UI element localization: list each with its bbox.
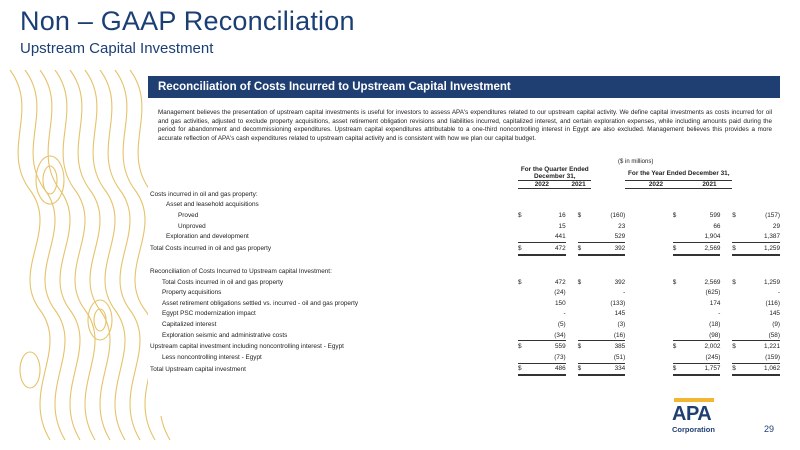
row-value: 1,259 [764, 278, 780, 286]
currency-symbol: $ [732, 363, 746, 375]
currency-symbol [578, 287, 592, 298]
row-value: 1,757 [687, 363, 721, 375]
row-value [532, 200, 566, 211]
logo-name: APA [672, 403, 712, 425]
row-value: 385 [614, 343, 626, 351]
row-value: 29 [772, 222, 780, 230]
row-value: 2,569 [704, 278, 721, 286]
row-label: Total Costs incurred in oil and gas property [162, 278, 284, 286]
row-value: 486 [532, 363, 566, 375]
currency-symbol [518, 255, 532, 267]
currency-symbol: $ [732, 278, 736, 286]
currency-symbol: $ [518, 278, 522, 286]
table-row [150, 231, 780, 242]
row-value: (3) [617, 320, 626, 328]
row-value: 559 [554, 343, 566, 351]
currency-symbol [732, 221, 746, 232]
row-value: - [718, 310, 721, 318]
currency-symbol [518, 266, 532, 277]
row-value: 1,259 [746, 242, 780, 254]
row-label: Total Costs incurred in oil and gas property [150, 245, 272, 253]
currency-symbol [732, 231, 746, 242]
row-value [687, 200, 721, 211]
currency-symbol: $ [732, 242, 746, 254]
currency-symbol [732, 298, 746, 309]
panel-header: Reconciliation of Costs Incurred to Upstream Capital Investment [148, 76, 780, 98]
currency-symbol: $ [578, 363, 592, 375]
apa-logo [672, 404, 715, 434]
row-value: (58) [746, 330, 780, 341]
row-value: 441 [532, 231, 566, 242]
row-label: Total Upstream capital investment [150, 365, 246, 373]
row-value: (24) [554, 289, 566, 297]
currency-symbol [518, 352, 532, 363]
year-header: 2021 [687, 181, 733, 189]
row-value: (245) [687, 352, 721, 363]
currency-symbol: $ [673, 363, 687, 375]
currency-symbol [732, 319, 746, 330]
currency-symbol: $ [518, 242, 532, 254]
row-value: 2,569 [687, 242, 721, 254]
row-value: 150 [554, 299, 566, 307]
row-value [532, 266, 566, 277]
row-value: 472 [554, 278, 566, 286]
currency-symbol [578, 352, 592, 363]
table-row [150, 341, 780, 352]
currency-symbol [578, 200, 592, 211]
currency-symbol [518, 287, 532, 298]
table-row [150, 221, 780, 232]
currency-symbol [578, 255, 592, 267]
row-value: 2,002 [704, 343, 721, 351]
row-value: 1,062 [746, 363, 780, 375]
currency-symbol: $ [577, 278, 582, 286]
logo-subtitle: Corporation [672, 425, 715, 434]
currency-symbol [732, 266, 746, 277]
row-value: (625) [705, 289, 721, 297]
currency-symbol [673, 352, 687, 363]
row-label: Unproved [178, 222, 206, 230]
row-value: (98) [687, 330, 721, 341]
row-label: Asset retirement obligations settled vs. incurred - oil and gas property [162, 299, 359, 307]
currency-symbol [518, 319, 532, 330]
currency-symbol [732, 287, 746, 298]
table-row [150, 298, 780, 309]
row-value [591, 266, 625, 277]
row-value: 23 [618, 222, 626, 230]
row-value: 1,221 [764, 343, 780, 351]
row-value: 15 [558, 222, 566, 230]
row-value: 392 [591, 242, 625, 254]
currency-symbol: $ [577, 211, 582, 219]
row-label: Upstream capital investment including noncontrolling interest - Egypt [150, 342, 344, 350]
year-header: 2021 [566, 181, 592, 189]
row-value [591, 189, 625, 200]
logo-accent-bar [674, 398, 714, 402]
year-header: 2022 [625, 181, 686, 189]
currency-symbol [578, 266, 592, 277]
row-label: Capitalized interest [162, 320, 217, 328]
table-row [150, 287, 780, 298]
slide-subtitle: Upstream Capital Investment [20, 40, 214, 57]
year-header: 2022 [518, 181, 566, 189]
currency-symbol [732, 309, 746, 320]
row-value: (160) [610, 211, 626, 219]
row-value: (16) [591, 330, 625, 341]
row-label: Asset and leasehold acquisitions [166, 201, 259, 209]
intro-paragraph: Management believes the presentation of upstream capital investments is useful for investors to assess APA's expenditures related to our upstream capital activity. We define capital investments as costs incurred for oil and gas activities, adjusted to exclude property acquisitions, asset retirement obligation revisions and liabilities incurred, capitalized interest, and certain exploration expenses, while including amounts paid during the period for abandonment and decommissioning expenditures. Upstream capital expenditures attributable to a one-third noncontrolling interest in Egypt are also excluded. Management believes this provides a more accurate reflection of APA's cash expenditures related to upstream capital activity and is consistent with how we plan our capital budget. [158, 109, 772, 142]
currency-symbol [673, 298, 687, 309]
reconciliation-table [150, 166, 780, 376]
row-value: (18) [709, 320, 721, 328]
currency-symbol [732, 189, 746, 200]
currency-symbol [673, 255, 687, 267]
slide-title: Non – GAAP Reconciliation [20, 6, 355, 36]
row-value: (159) [746, 352, 780, 363]
table-row [150, 363, 780, 375]
row-label: Proved [178, 211, 199, 219]
row-value: 145 [769, 310, 780, 318]
currency-symbol [578, 231, 592, 242]
row-value: 16 [558, 211, 566, 219]
row-value: 472 [532, 242, 566, 254]
row-value [687, 255, 721, 267]
row-value: (5) [557, 320, 566, 328]
row-value: (133) [610, 299, 626, 307]
currency-symbol [578, 298, 592, 309]
currency-symbol [578, 319, 592, 330]
row-value: 599 [709, 211, 721, 219]
row-value: 174 [709, 299, 721, 307]
row-value [532, 189, 566, 200]
row-value: (116) [765, 299, 780, 307]
table-row [150, 352, 780, 363]
row-value [687, 266, 721, 277]
currency-symbol: $ [732, 211, 736, 219]
currency-symbol [518, 231, 532, 242]
currency-symbol [732, 352, 746, 363]
row-value: (9) [772, 320, 780, 328]
row-value: 1,387 [746, 231, 780, 242]
currency-symbol [518, 200, 532, 211]
currency-symbol: $ [518, 343, 522, 351]
table-row [150, 255, 780, 267]
page-number: 29 [764, 424, 775, 434]
currency-symbol [578, 309, 592, 320]
currency-symbol: $ [518, 363, 532, 375]
table-row [150, 309, 780, 320]
row-label: Less noncontrolling interest - Egypt [162, 353, 262, 361]
row-label: Property acquisitions [162, 289, 222, 297]
row-value [746, 266, 780, 277]
row-value [746, 255, 780, 267]
currency-symbol: $ [672, 211, 677, 219]
currency-symbol [578, 221, 592, 232]
col-group-year: For the Year Ended December 31, [625, 166, 732, 181]
table-row [150, 189, 780, 200]
currency-symbol [732, 200, 746, 211]
row-value [591, 200, 625, 211]
row-value: (34) [532, 330, 566, 341]
currency-symbol: $ [577, 343, 582, 351]
table-row [150, 277, 780, 288]
row-value: - [563, 310, 566, 318]
currency-symbol [673, 287, 687, 298]
currency-symbol: $ [518, 211, 522, 219]
row-value: - [777, 289, 780, 297]
row-value [746, 200, 780, 211]
currency-symbol [673, 189, 687, 200]
table-row [150, 242, 780, 254]
table-row [150, 330, 780, 341]
currency-symbol [518, 309, 532, 320]
currency-symbol [673, 330, 687, 341]
currency-symbol [578, 189, 592, 200]
row-value: - [623, 289, 626, 297]
currency-symbol [518, 221, 532, 232]
currency-symbol [518, 330, 532, 341]
currency-symbol: $ [732, 343, 736, 351]
currency-symbol: $ [672, 278, 677, 286]
currency-symbol [518, 298, 532, 309]
table-row [150, 319, 780, 330]
row-value [591, 255, 625, 267]
row-value: (157) [765, 211, 780, 219]
row-value: (73) [532, 352, 566, 363]
row-label: Exploration seismic and administrative costs [162, 331, 288, 339]
row-value: 334 [591, 363, 625, 375]
currency-symbol: $ [578, 242, 592, 254]
table-row [150, 210, 780, 221]
row-value [532, 255, 566, 267]
units-label: ($ in millions) [618, 159, 654, 165]
row-label [150, 255, 518, 267]
currency-symbol [673, 319, 687, 330]
currency-symbol [673, 200, 687, 211]
row-label: Exploration and development [166, 233, 249, 241]
row-value: 529 [591, 231, 625, 242]
col-group-quarter: For the Quarter Ended December 31, [518, 166, 591, 181]
row-label: Costs incurred in oil and gas property: [150, 190, 258, 198]
currency-symbol [673, 221, 687, 232]
row-value: (51) [591, 352, 625, 363]
reconciliation-panel [148, 76, 780, 416]
row-value: 145 [614, 310, 626, 318]
currency-symbol [673, 309, 687, 320]
row-value [687, 189, 721, 200]
currency-symbol [518, 189, 532, 200]
row-label: Reconciliation of Costs Incurred to Upstream capital Investment: [150, 267, 332, 275]
table-row [150, 266, 780, 277]
table-row [150, 200, 780, 211]
currency-symbol [673, 231, 687, 242]
currency-symbol [732, 330, 746, 341]
currency-symbol: $ [673, 242, 687, 254]
currency-symbol: $ [672, 343, 677, 351]
row-value: 392 [614, 278, 626, 286]
row-value [746, 189, 780, 200]
currency-symbol [673, 266, 687, 277]
row-value: 66 [713, 222, 721, 230]
currency-symbol [578, 330, 592, 341]
row-value: 1,904 [687, 231, 721, 242]
currency-symbol [732, 255, 746, 267]
row-label: Egypt PSC modernization impact [162, 310, 256, 318]
